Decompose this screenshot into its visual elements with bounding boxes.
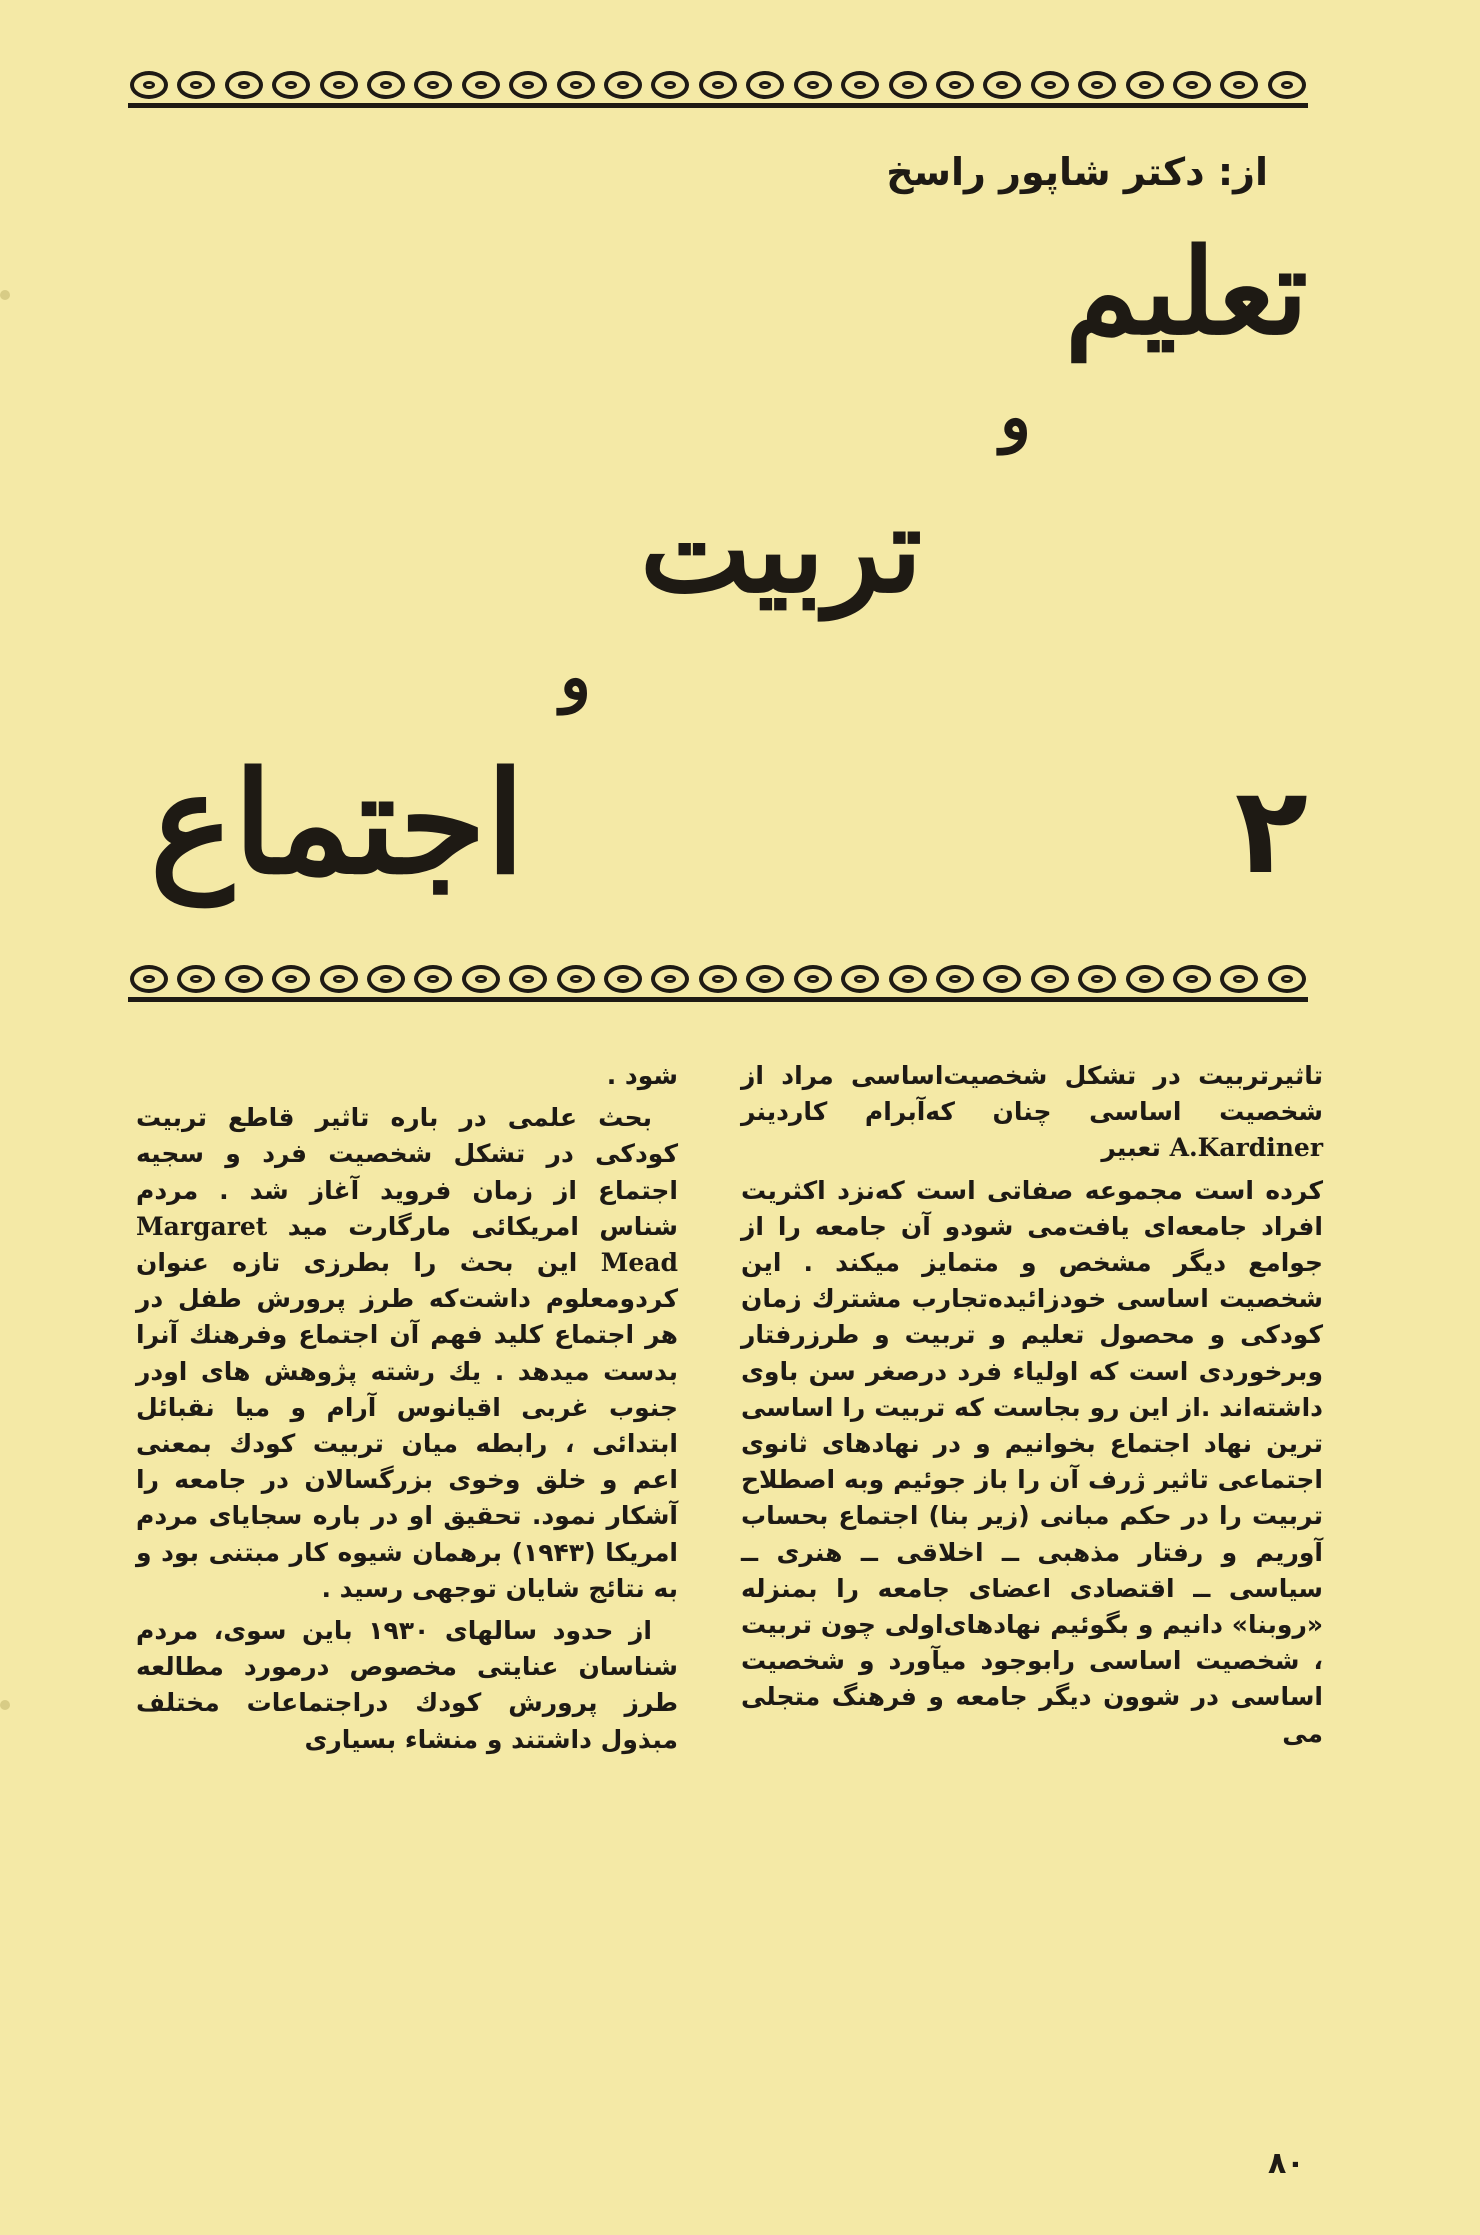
title-word-society: اجتماع — [150, 742, 525, 906]
border-loop-ornament — [1126, 965, 1164, 993]
border-loop-ornament — [1031, 71, 1069, 99]
border-loop-ornament — [746, 965, 784, 993]
left-text-column — [136, 1058, 678, 1764]
paragraph: کرده است مجموعه صفاتی است که‌نزد اکثریت افراد جامعه‌ای یافت‌می شودو آن جامعه را از جوامع دیگر مشخص و متمایز میکند . این شخصیت اساسی خودزائیده‌تجارب مشترك زمان کودکی و محصول تعلیم و تربیت و طرزرفتار وبرخوردی است که اولیاء فرد درصغر سن باوی داشته‌اند .از این رو بجاست که تربیت را اساسی ترین نهاد اجتماع بخوانیم و در نهادهای ثانوی اجتماعی تاثیر ژرف آن را باز جوئیم وبه اصطلاح تربیت را در حکم مبانی (زیر بنا) اجتماع بحساب آوریم و رفتار مذهبی ــ اخلاقی ــ هنری ــ سیاسی ــ اقتصادی اعضای جامعه را بمنزله «روبنا» دانیم و بگوئیم نهادهای‌اولی چون تربیت ، شخصیت اساسی رابوجود میآورد و شخصیت اساسی در شوون دیگر جامعه و فرهنگ متجلی می — [741, 1175, 1323, 1748]
title-word-upbringing: تربیت — [640, 480, 923, 619]
border-loop-ornament — [272, 71, 310, 99]
paragraph — [741, 1058, 1323, 1167]
part-number: ۲ — [1234, 762, 1308, 901]
border-loop-ornament — [983, 965, 1021, 993]
border-loop-ornament — [983, 71, 1021, 99]
paragraph-text: تعبیر — [1101, 1133, 1161, 1163]
border-loop-ornament — [130, 71, 168, 99]
title-word-education: تعلیم — [1065, 222, 1308, 361]
border-loop-ornament — [367, 965, 405, 993]
border-rule — [128, 103, 1308, 108]
paragraph-text: این بحث را بطرزی تازه عنوان کردومعلوم داشت‌که طرز پرورش طفل در هر اجتماع کلید فهم آن اجتماع وفرهنك آنرا بدست میدهد . یك رشته پژوهش های اودر جنوب غربی اقیانوس آرام و میا نقبائل ابتدائی ، رابطه میان تربیت کودك بمعنی اعم و خلق وخوی بزرگسالان در جامعه را آشکار نمود. تحقیق او در باره سجایای مردم امریکا (۱۹۴۳) برهمان شیوه کار مبتنی بود و به نتائج شایان توجهی رسید . — [136, 1248, 678, 1603]
border-loop-ornament — [557, 965, 595, 993]
border-loop-ornament — [509, 965, 547, 993]
border-loop-ornament — [225, 965, 263, 993]
border-loop-ornament — [320, 71, 358, 99]
punch-hole — [0, 1700, 10, 1710]
border-loop-ornament — [462, 965, 500, 993]
border-loop-ornament — [699, 71, 737, 99]
border-loop-ornament — [462, 71, 500, 99]
border-loop-ornament — [1173, 965, 1211, 993]
article-author: از: دکتر شاپور راسخ — [886, 150, 1268, 194]
border-loop-ornament — [794, 71, 832, 99]
border-loop-ornament — [1220, 71, 1258, 99]
border-loops — [128, 71, 1308, 99]
page-number: ۸۰ — [1268, 2146, 1305, 2181]
border-loop-ornament — [699, 965, 737, 993]
border-rule — [128, 997, 1308, 1002]
border-loop-ornament — [177, 71, 215, 99]
title-conjunction: و — [560, 640, 591, 715]
border-loop-ornament — [1078, 965, 1116, 993]
border-loop-ornament — [1173, 71, 1211, 99]
border-loop-ornament — [1220, 965, 1258, 993]
border-loop-ornament — [936, 965, 974, 993]
border-loop-ornament — [414, 71, 452, 99]
paragraph — [136, 1100, 678, 1607]
border-loop-ornament — [604, 71, 642, 99]
border-loop-ornament — [794, 965, 832, 993]
border-loop-ornament — [889, 965, 927, 993]
top-ornamental-border — [128, 52, 1308, 108]
border-loop-ornament — [1268, 965, 1306, 993]
border-loop-ornament — [604, 965, 642, 993]
bottom-ornamental-border — [128, 946, 1308, 1002]
paragraph: از حدود سالهای ۱۹۳۰ باین سوی، مردم شناسان عنایتی مخصوص درمورد مطالعه طرز پرورش کودك دراجتماعات مختلف مبذول داشتند و منشاء بسیاری — [136, 1616, 678, 1754]
border-loop-ornament — [936, 71, 974, 99]
border-loop-ornament — [651, 71, 689, 99]
border-loop-ornament — [841, 71, 879, 99]
border-loop-ornament — [225, 71, 263, 99]
border-loop-ornament — [509, 71, 547, 99]
border-loop-ornament — [1078, 71, 1116, 99]
border-loops — [128, 965, 1308, 993]
title-conjunction: و — [1000, 380, 1031, 455]
paragraph-text: بحث علمی در باره تاثیر قاطع تربیت کودکی در تشکل شخصیت فرد و سجیه اجتماع از زمان فروید آغاز شد . مردم شناس امریکائی مارگارت مید — [136, 1103, 678, 1241]
right-text-column — [741, 1058, 1323, 1758]
border-loop-ornament — [746, 71, 784, 99]
paragraph: شود . — [606, 1061, 678, 1090]
border-loop-ornament — [1126, 71, 1164, 99]
border-loop-ornament — [557, 71, 595, 99]
border-loop-ornament — [320, 965, 358, 993]
border-loop-ornament — [651, 965, 689, 993]
latin-name: Margaret Mead — [136, 1211, 678, 1278]
border-loop-ornament — [272, 965, 310, 993]
paragraph-text: تاثیرتربیت در تشکل شخصیت‌اساسی مراد از شخصیت اساسی چنان که‌آبرام کاردینر — [741, 1061, 1323, 1127]
border-loop-ornament — [367, 71, 405, 99]
border-loop-ornament — [889, 71, 927, 99]
punch-hole — [0, 290, 10, 300]
border-loop-ornament — [841, 965, 879, 993]
border-loop-ornament — [177, 965, 215, 993]
border-loop-ornament — [130, 965, 168, 993]
border-loop-ornament — [414, 965, 452, 993]
border-loop-ornament — [1031, 965, 1069, 993]
latin-name: A.Kardiner — [1169, 1133, 1323, 1163]
border-loop-ornament — [1268, 71, 1306, 99]
